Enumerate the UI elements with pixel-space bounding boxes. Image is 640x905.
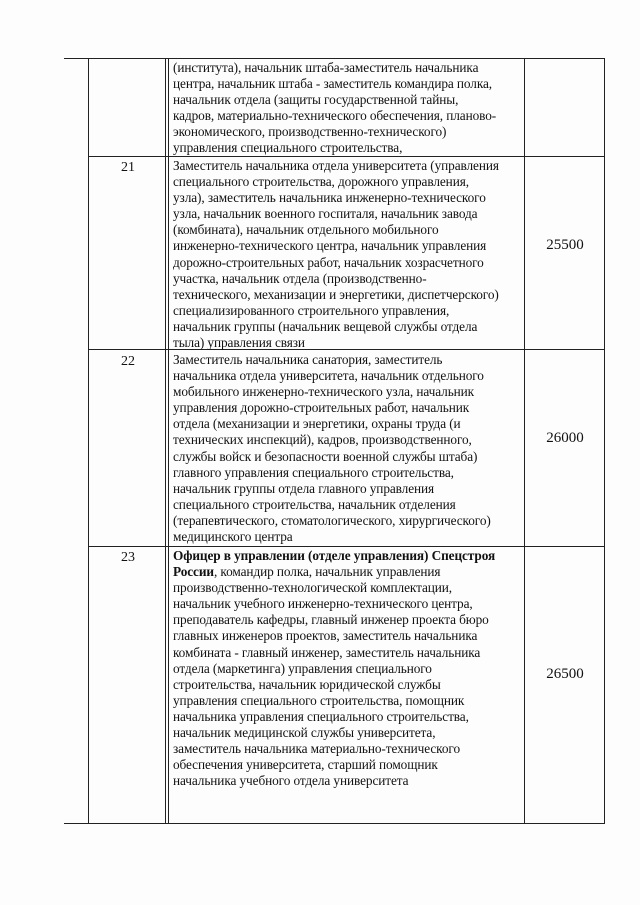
row-number-23: 23 (121, 550, 135, 565)
description-line: начальника отдела университета, начальник отдельного (173, 368, 484, 384)
description-line: (терапевтического, стоматологического, хирургического) (173, 512, 491, 528)
description-line: строительства, начальник юридической службы (173, 676, 441, 692)
description-line: отдела (маркетинга) управления специального (173, 660, 432, 676)
description-line: дорожно-строительных работ, начальник хозрасчетного (173, 254, 484, 270)
description-line: инженерно-технического центра, начальник управления (173, 238, 487, 254)
description-line: главного управления специального строительства, (173, 464, 454, 480)
row-21-salary: 25500 (546, 237, 584, 253)
description-line: службы войск и безопасности военной службы штаба) (173, 448, 478, 464)
description-line: начальника управления специального строительства, (173, 708, 469, 724)
description-line: специализированного строительного управления, (173, 302, 450, 318)
description-line (173, 564, 523, 580)
description-line: преподаватель кафедры, главный инженер проекта бюро (173, 612, 489, 628)
description-line: начальник группы (начальник вещевой службы отдела (173, 318, 478, 334)
description-line: производственно-технологической комплектации, (173, 580, 453, 596)
description-line: начальник группы отдела главного управления (173, 480, 435, 496)
column-border-desc-left-b (168, 58, 169, 824)
row-22-description (173, 352, 523, 545)
description-line: управления специального строительства, помощник (173, 692, 465, 708)
description-line: специального строительства, дорожного управления, (173, 174, 469, 190)
row-number-22: 22 (121, 354, 135, 369)
description-line: главных инженеров проектов, заместитель начальника (173, 628, 478, 644)
description-line: начальник отдела (защиты государственной тайны, (173, 92, 459, 108)
description-line: технического, механизации и энергетики, диспетчерского) (173, 286, 499, 302)
description-line: начальник медицинской службы университета, (173, 725, 436, 741)
description-line: начальника учебного отдела университета (173, 773, 409, 789)
description-line: центра, начальник штаба - заместитель командира полка, (173, 76, 493, 92)
description-line: обеспечения университета, старший помощник (173, 757, 438, 773)
description-line: (института), начальник штаба-заместитель начальника (173, 60, 479, 75)
description-line: участка, начальник отдела (производственно- (173, 270, 427, 286)
description-line: комбината - главный инженер, заместитель начальника (173, 644, 481, 660)
description-line: узла), заместитель начальника инженерно-технического (173, 190, 486, 206)
description-line: кадров, материально-технического обеспечения, планово- (173, 108, 497, 124)
description-line: тыла) управления связи (173, 335, 305, 351)
description-line: Заместитель начальника санатория, заместитель (173, 352, 443, 367)
description-line: экономического, производственно-технического) (173, 124, 447, 140)
description-line: управления специального строительства, (173, 140, 403, 156)
description-text: , командир полка, начальник управления (213, 564, 441, 580)
row-number-21: 21 (121, 160, 135, 175)
description-line: специального строительства, начальник отделения (173, 496, 456, 512)
description-line: (комбината), начальник отдельного мобильного (173, 222, 439, 238)
bold-lead-text: Офицер в управлении (отделе управления) Спецстроя (173, 548, 496, 563)
row-continuation-description (173, 60, 523, 157)
row-23-salary: 26500 (546, 666, 584, 682)
description-line (173, 548, 523, 564)
description-line: отдела (механизации и энергетики, охраны труда (и (173, 416, 461, 432)
row-22-salary: 26000 (546, 430, 584, 446)
description-line: заместитель начальника материально-технического (173, 741, 460, 757)
description-line: медицинского центра (173, 529, 293, 545)
description-line: мобильного инженерно-технического узла, начальник (173, 384, 475, 400)
description-line: Заместитель начальника отдела университета (управления (173, 158, 499, 173)
bold-lead-text: России (173, 564, 214, 580)
row-23-description (173, 548, 523, 789)
description-line: начальник учебного инженерно-технического центра, (173, 596, 473, 612)
row-21-description (173, 158, 523, 351)
description-line: узла, начальник военного госпиталя, начальник завода (173, 206, 478, 222)
description-line: управления дорожно-строительных работ, начальник (173, 400, 470, 416)
description-line: технических инспекций), кадров, производственного, (173, 432, 472, 448)
